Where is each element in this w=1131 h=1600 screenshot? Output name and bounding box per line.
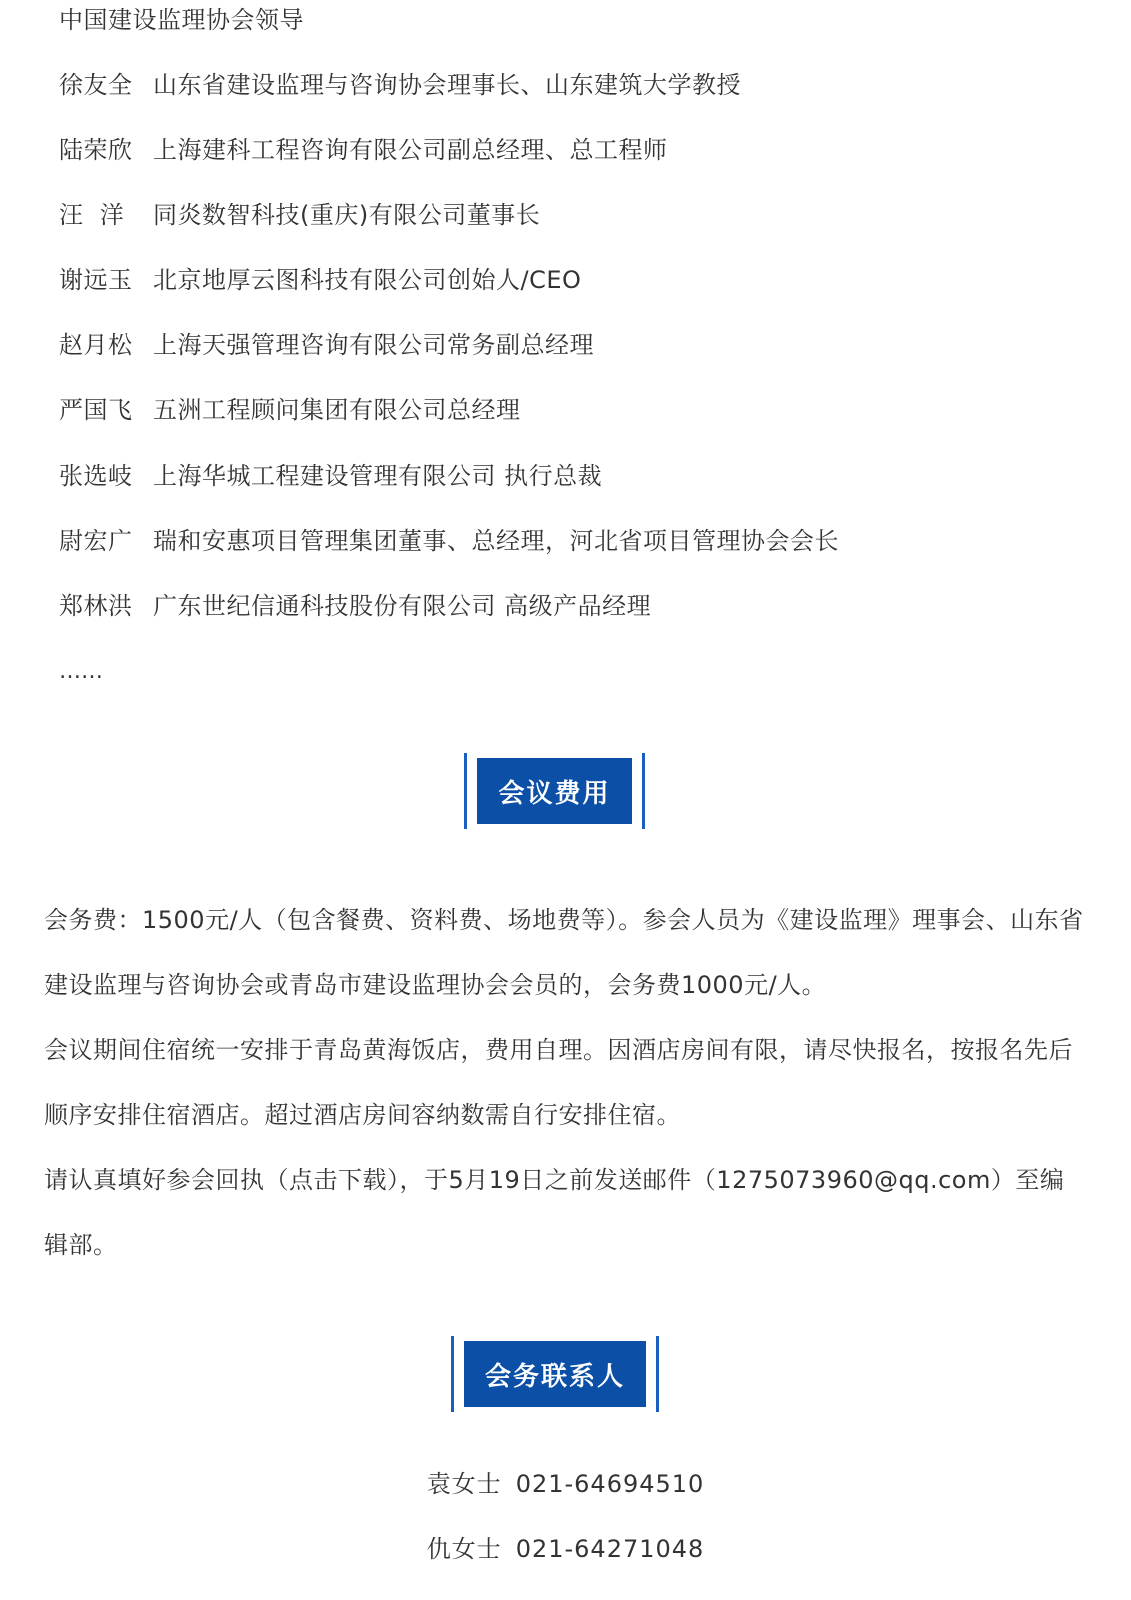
fees-heading-label: 会议费用 [477,758,632,824]
speaker-title: 上海建科工程咨询有限公司副总经理、总工程师 [153,136,668,164]
speaker-title: 同炎数智科技(重庆)有限公司董事长 [153,201,541,229]
speaker-item [59,456,602,496]
speaker-item [59,390,521,430]
speaker-ellipsis: …… [59,659,103,684]
contact-section-heading [451,1336,659,1412]
speaker-title: 五洲工程顾问集团有限公司总经理 [153,396,521,424]
contact-phone: 021-64271048 [515,1535,705,1563]
speaker-item [59,65,741,105]
contact-name: 仇女士 [426,1535,502,1563]
speaker-title: 上海天强管理咨询有限公司常务副总经理 [153,331,594,359]
speaker-item [59,195,540,235]
speaker-name: 严国飞 [59,396,133,424]
registration-paragraph: 请认真填好参会回执（点击下载），于5月19日之前发送邮件（1275073960@qq.com）至编辑部。 [44,1166,1065,1259]
speaker-name: 徐友全 [59,71,133,99]
heading-right-bar [656,1336,659,1412]
contact-heading-label: 会务联系人 [464,1341,646,1407]
speaker-name: 陆荣欣 [59,136,133,164]
speaker-item [59,325,594,365]
accommodation-paragraph: 会议期间住宿统一安排于青岛黄海饭店，费用自理。因酒店房间有限，请尽快报名，按报名先后顺序安排住宿酒店。超过酒店房间容纳数需自行安排住宿。 [44,1036,1073,1129]
heading-left-bar [464,753,467,829]
fees-paragraph: 会务费：1500元/人（包含餐费、资料费、场地费等）。参会人员为《建设监理》理事会、山东省建设监理与咨询协会或青岛市建设监理协会会员的，会务费1000元/人。 [44,906,1084,999]
speaker-title: 北京地厚云图科技有限公司创始人/CEO [153,266,582,294]
speaker-title: 瑞和安惠项目管理集团董事、总经理，河北省项目管理协会会长 [153,527,839,555]
contact-item [0,1529,1131,1569]
speaker-name: 郑林洪 [59,592,133,620]
contact-phone: 021-64694510 [515,1470,705,1498]
speaker-name: 赵月松 [59,331,133,359]
speaker-name: 谢远玉 [59,266,133,294]
speaker-item [59,521,839,561]
heading-right-bar [642,753,645,829]
contact-name: 袁女士 [426,1470,502,1498]
speaker-item [59,130,668,170]
speaker-intro: 中国建设监理协会领导 [59,6,304,34]
speaker-name: 尉宏广 [59,527,133,555]
speaker-name: 汪 洋 [59,201,125,229]
speaker-item [59,260,581,300]
speaker-title: 广东世纪信通科技股份有限公司 高级产品经理 [153,592,652,620]
speaker-title: 上海华城工程建设管理有限公司 执行总裁 [153,462,603,490]
fees-section-heading [464,753,645,829]
speaker-name: 张选岐 [59,462,133,490]
speaker-title: 山东省建设监理与咨询协会理事长、山东建筑大学教授 [153,71,741,99]
contact-item [0,1464,1131,1504]
heading-left-bar [451,1336,454,1412]
speaker-item [59,586,651,626]
